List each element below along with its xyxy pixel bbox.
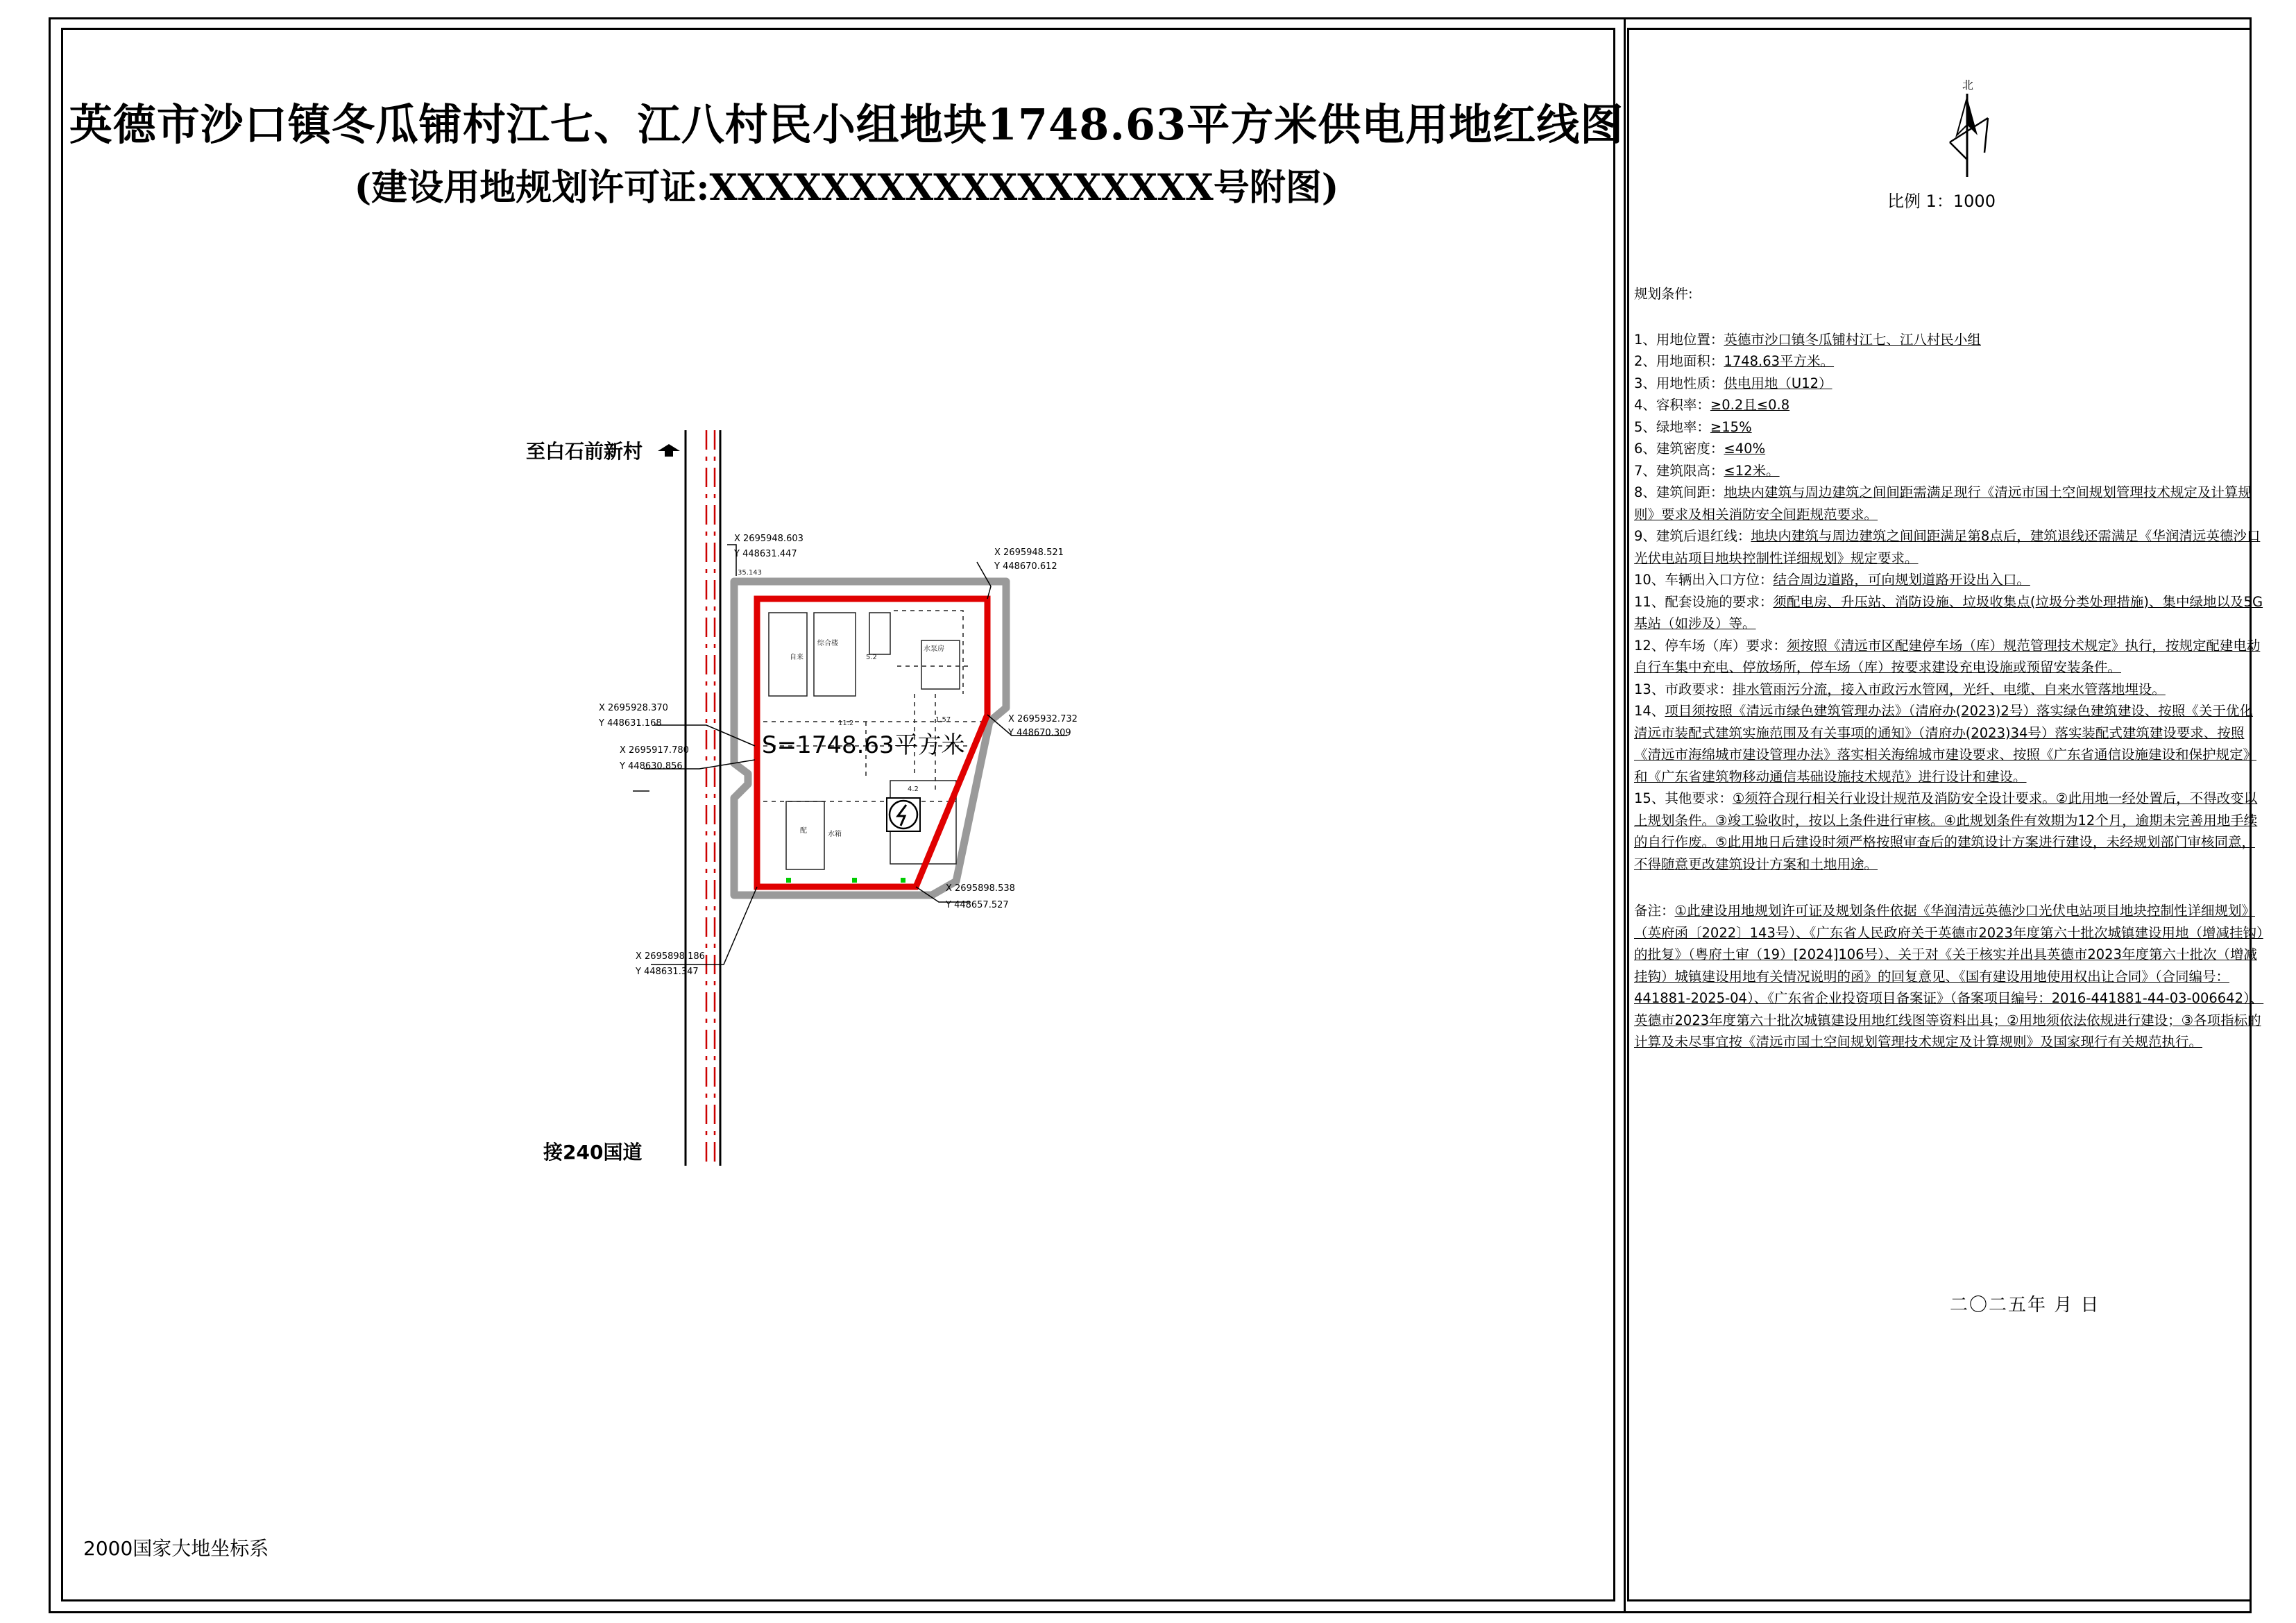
svg-text:X 2695928.370: X 2695928.370 (599, 703, 668, 713)
road-arrow-icon (658, 444, 680, 457)
condition-item: 6、建筑密度：≤40% (1634, 441, 1766, 457)
condition-item: 14、项目须按照《清远市绿色建筑管理办法》（清府办(2023)2号）落实绿色建筑建设、按照《关于优化清远市装配式建筑实施范围及有关事项的通知》（清府办(2023)34号）落实装配式建筑建设要求、按照《清远市海绵城市建设管理办法》落实相关海绵城市建设要求、按照《广东省通信设施建设和保护规定》和《广东省建筑物移动通信基础设施技术规范》进行设计和建设。 (1634, 703, 2257, 785)
svg-text:X 2695917.780: X 2695917.780 (620, 745, 689, 756)
panel-divider (1624, 17, 1626, 1613)
page-title: 英德市沙口镇冬瓜铺村江七、江八村民小组地块1748.63平方米供电用地红线图 (69, 99, 1624, 150)
svg-text:Y 448631.447: Y 448631.447 (734, 549, 797, 559)
condition-item: 7、建筑限高：≤12米。 (1634, 462, 1780, 479)
condition-item: 15、其他要求：①须符合现行相关行业设计规范及消防安全设计要求。②此用地一经处置后，不得改变以上规划条件。③竣工验收时，按以上条件进行审核。④此规划条件有效期为12个月，逾期未完善用地手续的自行作废。⑤此用地日后建设时须严格按照审查后的建筑设计方案进行建设，未经规划部门审核同意，不得随意更改建筑设计方案和土地用途。 (1634, 790, 2258, 872)
remark: 备注：①此建设用地规划许可证及规划条件依据《华润清远英德沙口光伏电站项目地块控制性详细规划》（英府函〔2022〕143号）、《广东省人民政府关于英德市2023年度第六十批次城镇建设用地（增减挂钩）的批复》（粤府土审（19）[2024]106号）、关于对《关于核实并出具英德市2023年度第六十批次（增减挂钩）城镇建设用地有关情况说明的函》的回复意见、《国有建设用地使用权出让合同》（合同编号：441881-2025-04）、《广东省企业投资项目备案证》（备案项目编号：2016-441881-44-03-006642）、英德市2023年度第六十批次城镇建设用地红线图等资料出具；②用地须依法依规进行建设；③各项指标的计算及未尽事宜按《清远市国土空间规划管理技术规定及计算规则》及国家现行有关规范执行。 (1634, 903, 2264, 1050)
svg-text:水泵房: 水泵房 (924, 645, 944, 653)
date-label: 二〇二五年 月 日 (1950, 1295, 2100, 1316)
planning-conditions (1634, 283, 2265, 1053)
road-label-south: 接240国道 (543, 1141, 643, 1164)
svg-text:Y 448630.856: Y 448630.856 (620, 761, 683, 772)
svg-text:配: 配 (800, 827, 807, 835)
svg-text:Y 448631.347: Y 448631.347 (636, 967, 699, 977)
road (686, 430, 720, 1166)
svg-text:自来: 自来 (790, 654, 803, 661)
road-label-north: 至白石前新村 (526, 440, 643, 463)
condition-item: 5、绿地率：≥15% (1634, 418, 1752, 435)
condition-item: 3、用地性质：供电用地（U12） (1634, 375, 1832, 391)
svg-text:Y 448631.168: Y 448631.168 (599, 718, 662, 729)
svg-text:X 2695948.603: X 2695948.603 (734, 534, 803, 544)
condition-item: 13、市政要求：排水管雨污分流，接入市政污水管网，光纤、电缆、自来水管落地埋设。 (1634, 681, 2166, 697)
svg-text:1.57: 1.57 (935, 716, 951, 724)
svg-text:Y 448657.527: Y 448657.527 (946, 900, 1009, 910)
svg-text:X 2695932.732: X 2695932.732 (1008, 714, 1078, 724)
condition-item: 4、容积率：≥0.2且≤0.8 (1634, 397, 1790, 413)
north-arrow-icon (1929, 76, 2005, 180)
site-map (61, 28, 1615, 1601)
svg-text:X 2695948.521: X 2695948.521 (994, 547, 1064, 558)
svg-text:Y 448670.309: Y 448670.309 (1008, 728, 1071, 738)
svg-text:11.2: 11.2 (838, 720, 854, 727)
svg-text:X 2695898.538: X 2695898.538 (946, 883, 1015, 894)
condition-item: 9、建筑后退红线：地块内建筑与周边建筑之间间距满足第8点后，建筑退线还需满足《华润清远英德沙口光伏电站项目地块控制性详细规划》规定要求。 (1634, 528, 2261, 566)
condition-item: 2、用地面积：1748.63平方米。 (1634, 353, 1835, 369)
svg-text:4.2: 4.2 (908, 785, 919, 793)
svg-text:X 2695898.186: X 2695898.186 (636, 951, 705, 962)
scale-label: 比例 1：1000 (1887, 192, 1996, 211)
svg-text:Y 448670.612: Y 448670.612 (994, 561, 1057, 572)
conditions-heading: 规划条件: (1634, 286, 1693, 302)
coordinate-system-label: 2000国家大地坐标系 (83, 1537, 269, 1560)
svg-text:综合楼: 综合楼 (817, 640, 838, 647)
condition-item: 11、配套设施的要求：须配电房、升压站、消防设施、垃圾收集点(垃圾分类处理措施)、集中绿地以及5G基站（如涉及）等。 (1634, 593, 2263, 631)
condition-item: 8、建筑间距：地块内建筑与周边建筑之间间距需满足现行《清远市国土空间规划管理技术规定及计算规则》要求及相关消防安全间距规范要求。 (1634, 484, 2252, 522)
substation-icon (887, 798, 920, 831)
condition-item: 10、车辆出入口方位：结合周边道路，可向规划道路开设出入口。 (1634, 572, 2030, 588)
svg-text:北: 北 (1962, 78, 1974, 92)
svg-text:5.2: 5.2 (866, 654, 877, 661)
page-subtitle: (建设用地规划许可证:XXXXXXXXXXXXXXXXXX号附图) (354, 167, 1339, 209)
svg-text:35.143: 35.143 (738, 569, 762, 577)
area-label: S=1748.63平方米 (762, 731, 965, 759)
condition-item: 12、停车场（库）要求：须按照《清远市区配建停车场（库）规范管理技术规定》执行，按规定配建电动自行车集中充电、停放场所，停车场（库）按要求建设充电设施或预留安装条件。 (1634, 637, 2261, 675)
svg-text:水箱: 水箱 (828, 831, 842, 838)
condition-item: 1、用地位置：英德市沙口镇冬瓜铺村江七、江八村民小组 (1634, 331, 1981, 348)
